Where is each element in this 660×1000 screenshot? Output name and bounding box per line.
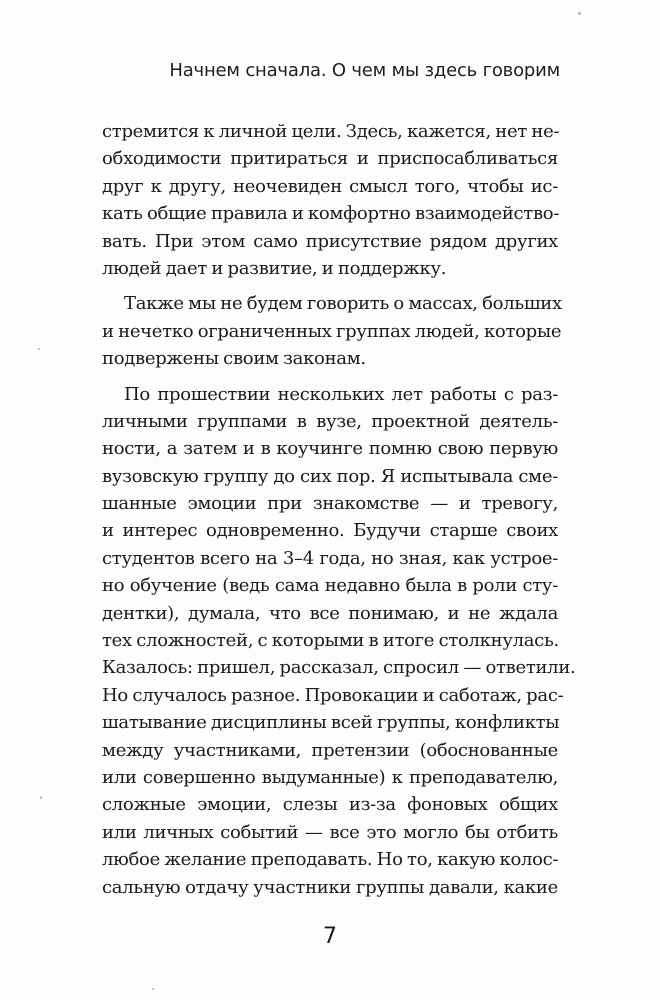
scan-speck: [152, 988, 154, 990]
text-line: друг к другу, неочевиден смысл того, чтобы ис-: [102, 175, 558, 197]
text-line: шанные эмоции при знакомстве — и тревогу,: [102, 493, 558, 515]
text-line: людей дает и развитие, и поддержку.: [102, 257, 447, 279]
scan-speck: [578, 12, 581, 15]
paragraph: [102, 290, 562, 372]
text-line: любое желание преподавать. Но то, какую колос-: [102, 849, 559, 871]
text-line: ности, а затем и в коучинге помню свою первую: [102, 438, 558, 460]
text-line: кать общие правила и комфортно взаимодейство-: [102, 203, 560, 225]
text-line: Также мы не будем говорить о массах, больших: [124, 293, 562, 315]
text-line: стремится к личной цели. Здесь, кажется, нет не-: [102, 121, 560, 142]
text-line: вузовскую группу до сих пор. Я испытывала сме-: [102, 465, 558, 487]
page-number: 7: [323, 924, 337, 949]
paragraph: [102, 118, 558, 282]
text-line: сложные эмоции, слезы из-за фоновых общих: [102, 794, 558, 816]
text-line: личными группами в вузе, проектной деятель-: [102, 410, 558, 432]
text-line: обходимости притираться и приспосабливаться: [102, 148, 558, 170]
text-line: Казалось: пришел, рассказал, спросил — ответили.: [102, 657, 576, 679]
text-line: и нечетко ограниченных группах людей, которые: [102, 320, 562, 342]
body-text: [102, 118, 576, 901]
text-line: вать. При этом само присутствие рядом других: [102, 230, 558, 252]
text-line: тех сложностей, с которыми в итоге столкнулась.: [102, 630, 559, 652]
text-line: шатывание дисциплины всей группы, конфликты: [102, 712, 560, 734]
paragraph: [102, 381, 576, 901]
text-line: между участниками, претензии (обоснованные: [102, 739, 558, 761]
text-line: Но случалось разное. Провокации и саботаж, рас-: [102, 684, 564, 706]
text-line: или совершенно выдуманные) к преподавателю,: [102, 766, 558, 788]
text-line: студентов всего на 3–4 года, но зная, как устрое-: [102, 547, 558, 569]
text-line: но обучение (ведь сама недавно была в роли сту-: [102, 575, 558, 597]
scan-speck: [38, 348, 40, 350]
text-line: подвержены своим законам.: [102, 348, 366, 370]
text-line: По прошествии нескольких лет работы с раз-: [124, 383, 558, 405]
scan-speck: [40, 796, 42, 799]
text-line: и интерес одновременно. Будучи старше своих: [102, 520, 558, 542]
text-line: или личных событий — все это могло бы отбить: [102, 821, 558, 843]
text-line: дентки), думала, что все понимаю, и не ждала: [102, 602, 558, 624]
running-header: Начнем сначала. О чем мы здесь говорим: [169, 60, 560, 81]
text-line: сальную отдачу участники группы давали, какие: [102, 876, 558, 898]
